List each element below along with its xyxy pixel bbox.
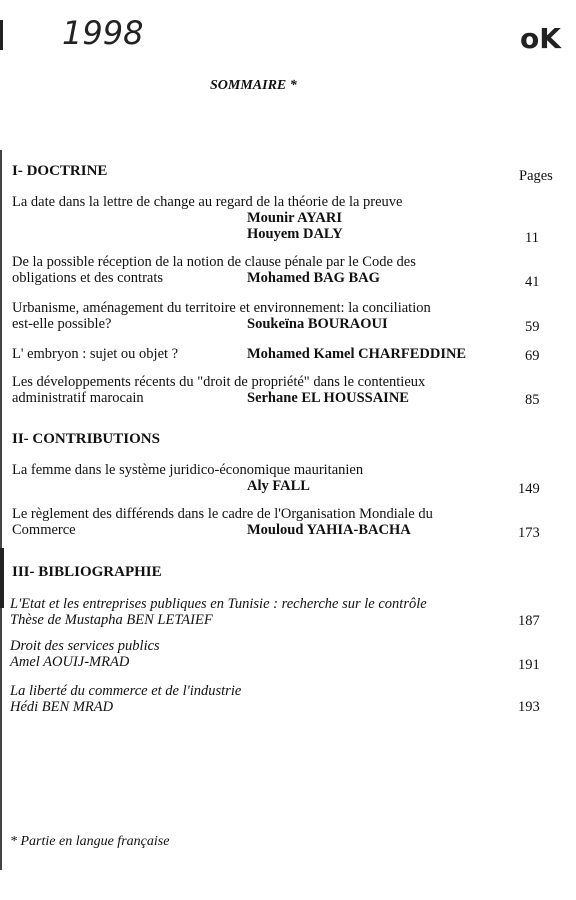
footnote: * Partie en langue française [10,834,170,849]
entry-page: 59 [525,319,540,335]
entry-author: Mounir AYARI [247,210,342,226]
entry-title: Urbanisme, aménagement du territoire et environnement: la conciliation [12,300,431,316]
entry-title: L'Etat et les entreprises publiques en Tunisie : recherche sur le contrôle [10,596,427,612]
entry-page: 149 [518,481,540,497]
entry-page: 11 [525,230,539,246]
entry-title: La femme dans le système juridico-économique mauritanien [12,462,364,478]
entry-page: 173 [518,525,540,541]
entry-author: Mohamed BAG BAG [247,270,380,286]
scan-edge [0,20,3,50]
entry-page: 187 [518,613,540,629]
entry-title: administratif marocain [12,390,144,406]
entry-author: Aly FALL [247,478,310,494]
entry-author: Soukeïna BOURAOUI [247,316,388,332]
section-heading-contributions: II- CONTRIBUTIONS [12,431,160,447]
entry-page: 193 [518,699,540,715]
entry-title: Droit des services publics [10,638,160,654]
entry-title: Commerce [12,522,76,538]
entry-title: Les développements récents du "droit de propriété" dans le contentieux [12,374,426,390]
entry-title: Le règlement des différends dans le cadre de l'Organisation Mondiale du [12,506,433,522]
entry-author: Houyem DALY [247,226,343,242]
entry-page: 191 [518,657,540,673]
entry-author: Thèse de Mustapha BEN LETAIEF [10,612,213,628]
entry-author: Amel AOUIJ-MRAD [10,654,130,670]
entry-title: La date dans la lettre de change au regard de la théorie de la preuve [12,194,403,210]
handwritten-ok-mark: oK [520,22,561,55]
handwritten-year: 1998 [62,14,144,52]
entry-page: 69 [525,348,540,364]
entry-author: Mohamed Kamel CHARFEDDINE [247,346,467,362]
entry-title: est-elle possible? [12,316,112,332]
section-heading-doctrine: I- DOCTRINE [12,163,108,179]
entry-page: 85 [525,392,540,408]
pages-label: Pages [519,168,553,184]
entry-page: 41 [525,274,540,290]
scan-edge [0,548,4,608]
scan-edge [0,150,2,870]
entry-author: Mouloud YAHIA-BACHA [247,522,411,538]
section-heading-bibliographie: III- BIBLIOGRAPHIE [12,564,162,580]
entry-title: La liberté du commerce et de l'industrie [10,683,242,699]
entry-title: De la possible réception de la notion de clause pénale par le Code des [12,254,416,270]
entry-author: Hédi BEN MRAD [10,699,114,715]
entry-author: Serhane EL HOUSSAINE [247,390,409,406]
entry-title: L' embryon : sujet ou objet ? [12,346,179,362]
entry-title: obligations et des contrats [12,270,164,286]
page-title: SOMMAIRE * [210,78,297,93]
